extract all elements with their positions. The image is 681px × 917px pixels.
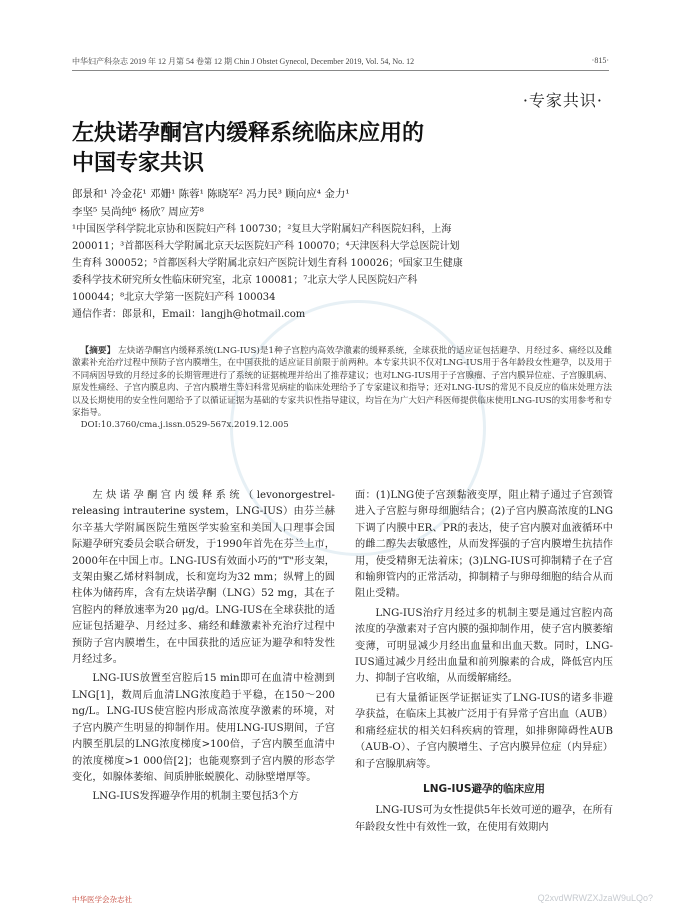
affiliation-line: 100044；⁸北京大学第一医院妇产科 100034	[72, 292, 276, 303]
affiliation-line: 200011；³首都医科大学附属北京天坛医院妇产科 100070；⁴天津医科大学总医院计划	[72, 241, 460, 252]
section-label: ·专家共识·	[522, 91, 603, 110]
author-line: 郎景和¹ 冷金花¹ 邓姗¹ 陈蓉¹ 陈晓军² 冯力民³ 顾向应⁴ 金力¹	[72, 188, 350, 200]
body-paragraph: 面：(1)LNG使子宫颈黏液变厚，阻止精子通过子宫颈管进入子宫腔与卵母细胞结合；(2)子宫内膜高浓度的LNG下调了内膜中ER、PR的表达，使子宫内膜对血液循环中的雌二醇失去敏感性，从而发挥强的子宫内膜增生抗拮作用，使受精卵无法着床；(3)LNG-IUS可抑制精子在子宫和输卵管内的正常活动，抑制精子与卵母细胞的结合从而阻止受精。	[355, 490, 613, 600]
affiliation-line: 生育科 300052；⁵首都医科大学附属北京妇产医院计划生育科 100026；⁶国家卫生健康	[72, 258, 463, 269]
body-paragraph: 已有大量循证医学证据证实了LNG-IUS的诸多非避孕获益，在临床上其被广泛用于有异常子宫出血（AUB）和痛经症状的相关妇科疾病的管理，如排卵障碍性AUB（AUB-O）、子宫内膜增生、子宫内膜异位症（内异症）和子宫腺肌病等。	[355, 692, 613, 770]
title-line: 中国专家共识	[72, 150, 205, 176]
journal-line: 中华妇产科杂志 2019 年 12 月第 54 卷第 12 期 Chin J Obstet Gynecol, December 2019, Vol. 54, No. 12	[72, 57, 415, 66]
header-rule	[72, 70, 609, 71]
affiliation-line: 委科学技术研究所女性临床研究室，北京 100081；⁷北京大学人民医院妇产科	[72, 275, 418, 286]
body-paragraph: LNG-IUS发挥避孕作用的机制主要包括3个方	[92, 791, 299, 803]
footer-code: Q2xvdWRWZXJzaW9uLQo?	[537, 893, 653, 903]
doi: DOI:10.3760/cma.j.issn.0529-567x.2019.12.005	[80, 420, 289, 431]
running-header	[72, 56, 609, 68]
affiliations	[72, 221, 612, 323]
article-title	[72, 118, 424, 178]
publisher-logo: 中华医学会杂志社	[72, 895, 132, 904]
body-paragraph: LNG-IUS治疗月经过多的机制主要是通过宫腔内高浓度的孕激素对子宫内膜的强抑制作用，使子宫内膜萎缩变薄，可明显减少月经出血量和出血天数。同时，LNG-IUS通过减少月经出血量和前列腺素的合成，降低宫内压力、抑制子宫收缩，从而缓解痛经。	[355, 607, 613, 685]
affiliation-line: ¹中国医学科学院北京协和医院妇产科 100730；²复旦大学附属妇产科医院妇科，上海	[72, 224, 452, 235]
left-column	[72, 488, 335, 806]
corresponding-author: 通信作者：郎景和，Email：langjh@hotmail.com	[72, 309, 306, 320]
author-line: 李坚⁵ 吴尚纯⁶ 杨欣⁷ 周应芳⁸	[72, 206, 204, 218]
abstract	[72, 345, 612, 432]
abstract-label: 【摘要】	[80, 346, 116, 356]
body-paragraph: LNG-IUS放置至宫腔后15 min即可在血清中检测到LNG[1]，数周后血清LNG浓度趋于平稳，在150～200 ng/L。LNG-IUS使宫腔内形成高浓度孕激素的环境，对子宫内膜产生明显的抑制作用。使用LNG-IUS期间，子宫内膜至肌层的LNG浓度梯度>100倍，子宫内膜至血清中的浓度梯度>1 000倍[2]；也能观察到子宫内膜的形态学变化，如腺体萎缩、间质肿胀蜕膜化、动脉壁增厚等。	[72, 673, 335, 783]
section-heading: LNG-IUS避孕的临床应用	[423, 782, 545, 795]
author-list	[72, 185, 612, 221]
title-line: 左炔诺孕酮宫内缓释系统临床应用的	[72, 120, 425, 146]
page-number: ·815·	[591, 56, 609, 65]
body-paragraph: 左炔诺孕酮宫内缓释系统（levonorgestrel-releasing intrauterine system，LNG-IUS）由芬兰赫尔辛基大学附属医院生殖医学实验室和美国人口理事会国际避孕研究委员会联合研发，于1990年首先在芬兰上市，2000年在中国上市。LNG-IUS有效面小巧的"T"形支架，支架由聚乙烯材料制成，长和宽均为32 mm；纵臂上的圆柱体为储药库，含有左炔诺孕酮（LNG）52 mg，其在子宫腔内的释放速率为20 μg/d。LNG-IUS在全球获批的适应证包括避孕、月经过多、痛经和雌激素补充治疗过程中预防子宫内膜增生，在中国获批的适应证为避孕和特发性月经过多。	[72, 490, 335, 666]
right-column	[355, 488, 613, 836]
abstract-text: 左炔诺孕酮宫内缓释系统(LNG-IUS)是1种子宫腔内高效孕激素的缓释系统，全球获批的适应证包括避孕、月经过多、痛经以及雌激素补充治疗过程中预防子宫内膜增生，在中国获批的适应证目前限于前两种。本专家共识不仅对LNG-IUS用于各年龄段女性避孕，以及用于不同病因导致的月经过多的长期管理进行了系统的证据梳理并给出了推荐建议；也对LNG-IUS用于子宫腺瘤、子宫内膜异位症、子宫腺肌病、原发性痛经、子宫内膜息肉、子宫内膜增生等妇科常见病症的临床处理给予了专家建议和指导；还对LNG-IUS的常见不良反应的临床处理方法以及长期使用的安全性问题给予了以循证证据为基础的专家共识性指导建议，均旨在为广大妇产科医师提供临床使用LNG-IUS的实用参考和专家指导。	[72, 346, 612, 419]
body-paragraph: LNG-IUS可为女性提供5年长效可逆的避孕，在所有年龄段女性中有效性一致，在使用有效期内	[355, 805, 613, 833]
